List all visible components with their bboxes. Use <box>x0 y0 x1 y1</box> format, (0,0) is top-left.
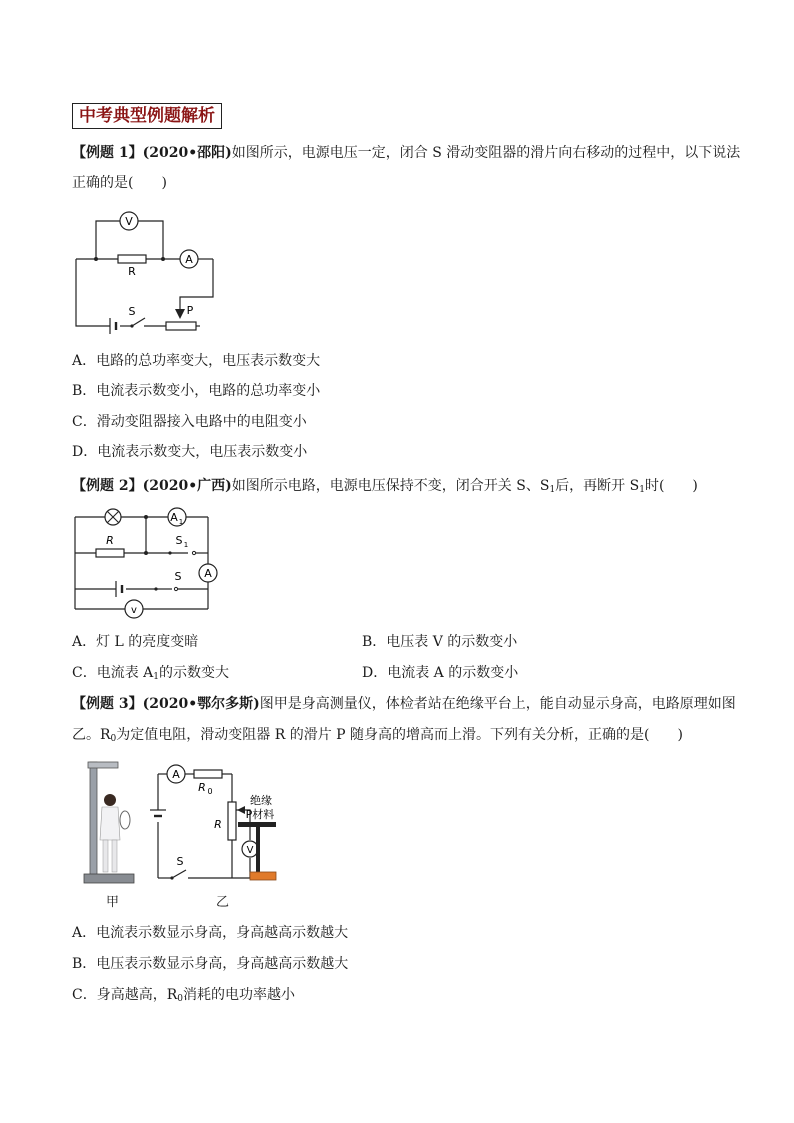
q2-source: (2020•广西) <box>142 478 232 494</box>
q2-label: 【例题 2】 <box>72 478 143 494</box>
q1-voltmeter-label: V <box>125 215 133 228</box>
q3-figure-yi-label: 乙 <box>216 895 230 910</box>
q3-insulation-post <box>256 827 260 872</box>
q3-stem-line2 <box>72 725 683 749</box>
q1-option-b: B．电流表示数变小，电路的总功率变小 <box>72 383 321 399</box>
q2-ammeter1-label <box>170 511 178 524</box>
q2-circuit-diagram <box>70 505 225 623</box>
q3-option-b: B．电压表示数显示身高，身高越高示数越大 <box>72 956 349 972</box>
q2-switch1-contact-b <box>192 551 195 554</box>
q3-insulation-bar <box>238 822 276 827</box>
q1-option-d: D．电流表示数变大，电压表示数变小 <box>72 444 308 460</box>
q3-stem-text: 图甲是身高测量仪，体检者站在绝缘平台上，能自动显示身高，电路原理如图 <box>259 696 736 712</box>
q2-switch-contact-a <box>154 587 157 590</box>
q2-resistor <box>96 549 124 557</box>
q1-junction-left <box>94 257 98 261</box>
q3-switch-label: S <box>176 855 184 868</box>
q3-person-body <box>100 807 120 840</box>
q3-r0-label <box>198 781 206 794</box>
q2-ammeter1-sub: 1 <box>178 518 184 526</box>
q2-ammeter1-letter: A <box>170 511 178 524</box>
q2-stem-text: 如图所示电路，电源电压保持不变，闭合开关 S、S <box>231 478 550 494</box>
q2-voltmeter-label: V <box>131 605 137 616</box>
q3-source: (2020•鄂尔多斯) <box>142 696 260 712</box>
q3-person-head <box>104 794 116 806</box>
q2-switch1-label <box>176 534 183 547</box>
q2-switch1-sub: 1 <box>183 541 189 549</box>
q3-stem-line1 <box>72 694 736 714</box>
q2-switch1-contact-a <box>168 551 171 554</box>
q3-person-leg-left <box>103 840 108 872</box>
q3-pole-head <box>88 762 118 768</box>
q2-ammeter-label: A <box>204 567 212 580</box>
q3-stem-pre: 乙。R <box>72 727 111 743</box>
q2-option-c-pre: C．电流表 A <box>72 665 154 681</box>
q1-stem-line2: 正确的是( ) <box>72 175 167 191</box>
q3-label: 【例题 3】 <box>72 696 143 712</box>
q3-option-c-post: 消耗的电功率越小 <box>183 987 295 1003</box>
q2-option-a: A．灯 L 的亮度变暗 <box>72 634 199 650</box>
q1-switch-contact <box>130 324 133 327</box>
q3-r0-letter: R <box>198 781 206 794</box>
q3-insulation-base <box>250 872 276 880</box>
q2-stem-mid: 后，再断开 S <box>555 478 640 494</box>
q1-switch-lever <box>132 318 145 326</box>
q2-resistor-label: R <box>106 534 114 547</box>
q2-switch1-letter: S <box>175 534 183 547</box>
q1-junction-right <box>161 257 165 261</box>
q1-option-a: A．电路的总功率变大，电压表示数变大 <box>72 353 321 369</box>
q1-switch-label: S <box>128 305 136 318</box>
q3-circuit-diagram <box>150 760 285 885</box>
q1-rheostat <box>166 322 196 330</box>
q2-option-b: B．电压表 V 的示数变小 <box>362 634 518 650</box>
q2-option-c-sub: 1 <box>153 672 160 682</box>
q2-switch-contact-b <box>174 587 177 590</box>
q2-junction-top <box>144 515 148 519</box>
q2-junction-mid <box>144 551 148 555</box>
q3-stem-sub: 0 <box>110 734 117 744</box>
q3-option-c-sub: 0 <box>177 994 183 1004</box>
q1-label: 【例题 1】 <box>72 145 143 161</box>
q1-slider-arrow <box>175 309 185 319</box>
q2-switch-label: S <box>174 570 182 583</box>
q1-slider-label: P <box>186 304 194 317</box>
q1-resistor <box>118 255 146 263</box>
q1-stem-text: 如图所示，电源电压一定，闭合 S 滑动变阻器的滑片向右移动的过程中，以下说法 <box>231 145 741 161</box>
q3-ammeter-label: A <box>172 768 180 781</box>
q3-r0-sub: 0 <box>207 787 213 796</box>
q3-height-pole <box>90 762 97 880</box>
q3-option-a: A．电流表示数显示身高，身高越高示数越大 <box>72 925 349 941</box>
q1-circuit-diagram <box>70 205 220 335</box>
q3-slider-arrow <box>237 806 245 814</box>
q3-insulation-label-1: 绝缘 <box>250 794 272 807</box>
q3-switch-lever <box>172 870 186 878</box>
q3-r0 <box>194 770 222 778</box>
q1-source: (2020•邵阳) <box>142 145 232 161</box>
q2-option-c <box>72 663 229 687</box>
q1-ammeter-label: A <box>185 253 193 266</box>
q2-stem <box>72 476 698 500</box>
q2-stem-sub2: 1 <box>639 485 645 495</box>
q3-rheostat <box>228 802 236 840</box>
q3-person-leg-right <box>112 840 117 872</box>
q2-option-d: D．电流表 A 的示数变小 <box>362 665 519 681</box>
q2-option-c-post: 的示数变大 <box>159 665 230 681</box>
q1-option-c: C．滑动变阻器接入电路中的电阻变小 <box>72 414 307 430</box>
q2-stem-end: 时( ) <box>644 478 698 494</box>
q3-switch-contact <box>170 876 173 879</box>
q3-figure-jia-illustration <box>80 760 140 890</box>
q3-platform <box>84 874 134 883</box>
q3-display-handle <box>120 811 130 829</box>
q3-insulation-label-2: P材料 <box>245 808 275 821</box>
q3-voltmeter-label: V <box>246 845 254 856</box>
q1-resistor-label: R <box>128 265 136 278</box>
q3-rheostat-label: R <box>214 818 222 831</box>
q1-stem-line1 <box>72 143 740 163</box>
section-title: 中考典型例题解析 <box>72 103 222 129</box>
q3-option-c-pre: C．身高越高，R <box>72 987 178 1003</box>
q3-stem-post: 为定值电阻，滑动变阻器 R 的滑片 P 随身高的增高而上滑。下列有关分析，正确的是( ) <box>116 727 683 743</box>
q3-option-c <box>72 985 295 1009</box>
q3-figure-jia-label: 甲 <box>106 895 120 910</box>
q2-stem-sub1: 1 <box>549 485 556 495</box>
